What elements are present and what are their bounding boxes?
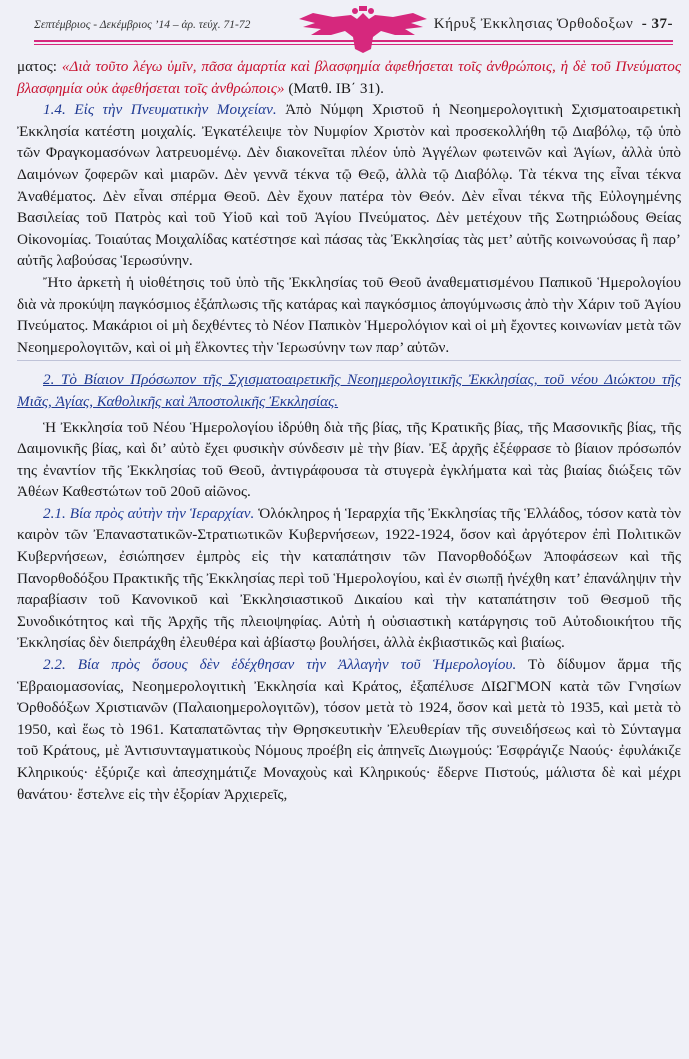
- paragraph-1-4: [17, 99, 681, 272]
- text-2-1: Ὁλόκληρος ἡ Ἱεραρχία τῆς Ἐκκλησίας τῆς Ἑλλάδος, τόσον κατὰ τὸν καιρὸν τῶν Ἐπαναστατικῶν-Στρατιωτικῶν Κυβερνήσεων, 1922-1924, ὅσον καὶ ἀργότερον ἐπὶ Πολιτικῶν Κυβερνήσεων, ἐσιώπησεν ἐμπρὸς εἰς τὴν καταπάτησιν τῶν Πανορθοδόξων Ἀποφάσεων καὶ τῆς Πανορθοδόξου Πρακτικῆς τῆς Ἐκκλησίας περὶ τοῦ Ἡμερολογίου, καὶ ἐν σιωπῇ ἠνέχθη κατ’ ἐπανάληψιν τὴν παραβίασιν τοῦ Κανονικοῦ καὶ Ἐκκλησιαστικοῦ Δικαίου καὶ τὴν καταπάτησιν τοῦ Θεσμοῦ τῆς Συνοδικότητος καὶ τῆς Ἀρχῆς τῆς πλειοψηφίας. Αὐτὴ ἡ οὐσιαστικὴ κατάργησις τοῦ Αὐτοδιοικήτου τῆς Ἐκκλησίας δὲν διεπράχθη ἐλευθέρα καὶ ἀβίαστῳ βουλήσει, ἀλλὰ ἐκβιαστικῶς καὶ βιαίως.: [17, 504, 681, 652]
- header-rule: [34, 40, 673, 42]
- article-body: [17, 56, 681, 805]
- scripture-ref: (Ματθ. ΙΒ΄ 31).: [284, 79, 384, 97]
- header-rule-thin: [34, 44, 673, 45]
- quote-lead: ματος:: [17, 58, 62, 75]
- journal-name: Κήρυξ Ἐκκλησιας Ὀρθοδοξων: [433, 16, 634, 32]
- scripture-quote: «Διὰ τοῦτο λέγω ὑμῖν, πᾶσα ἁμαρτία καὶ βλασφημία ἀφεθήσεται τοῖς ἀνθρώποις, ἡ δὲ τοῦ Πνεύματος βλασφημία οὐκ ἀφεθήσεται τοῖς ἀνθρώποις»: [17, 58, 681, 97]
- issue-info: Σεπτέμβριος - Δεκέμβριος ’14 – ἀρ. τεύχ. 71-72: [34, 19, 251, 31]
- heading-2-1: 2.1. Βία πρὸς αὐτὴν τὴν Ἱεραρχίαν.: [43, 504, 255, 522]
- divider: [17, 360, 681, 361]
- paragraph-violence: Ἡ Ἐκκλησία τοῦ Νέου Ἡμερολογίου ἱδρύθη διὰ τῆς βίας, τῆς Κρατικῆς βίας, τῆς Μασονικῆς βίας, τῆς Δαιμονικῆς βίας, καὶ δι’ αὐτὸ ἔχει φυσικὴν σύνδεσιν μὲ τὴν βίαν. Ἐξ ἀρχῆς ἐξέφρασε τὸ βίαιον πρόσωπόν της ἐναντίον τῆς Ἐκκλησίας τοῦ Θεοῦ, ἀντιγράφουσα τὰ στυγερὰ ἐγκλήματα καὶ τὰς βιαίας διώξεις τῶν Ἀθέων Καθεστώτων τοῦ 20οῦ αἰῶνος.: [17, 418, 681, 501]
- section-2-title: 2. Τὸ Βίαιον Πρόσωπον τῆς Σχισματοαιρετικῆς Νεοημερολογιτικῆς Ἐκκλησίας, τοῦ νέου Διώκτου τῆς Μιᾶς, Ἁγίας, Καθολικῆς καὶ Ἀποστολικῆς Ἐκκλησίας.: [17, 371, 681, 410]
- double-headed-eagle-icon: [293, 5, 433, 55]
- paragraph-2-1: [17, 503, 681, 654]
- text-1-4: Ἀπὸ Νύμφη Χριστοῦ ἡ Νεοημερολογιτικὴ Σχισματοαιρετικὴ Ἐκκλησία κατέστη μοιχαλίς. Ἐγκατέλειψε τὸν Νυμφίον Χριστὸν καὶ προσεκολλήθη τῷ Διαβόλῳ, τῷ ὑπὸ τῶν Φραγκομασόνων λατρευομένῳ. Δὲν διακονεῖται πλέον ὑπὸ Ἀγγέλων φωτεινῶν καὶ Ἁγίων, ἀλλὰ ὑπὸ Δαιμόνων ζοφερῶν καὶ μιαρῶν. Δὲν γεννᾶ τέκνα τῷ Θεῷ, ἀλλὰ τῷ Διαβόλῳ. Τὰ τέκνα της εἶναι τέκνα Ἀναθέματος. Δὲν εἶναι σπέρμα Θεοῦ. Δὲν ἔχουν πατέρα τὸν Θεόν. Δὲν εἶναι τέκνα τῆς Εὐλογημένης Βασιλείας τοῦ Πατρὸς καὶ τοῦ Υἱοῦ καὶ τοῦ Ἁγίου Πνεύματος. Δὲν μετέχουν τῆς Σωτηριώδους Θείας Οἰκονομίας. Τοιαύτας Μοιχαλίδας κατέστησε καὶ πάσας τὰς Ἐκκλησίας τὰς μετ’ αὐτῆς κοινωνούσας ἢ παρ’ αὐτῆς λαβούσας Ἱερωσύνην.: [17, 101, 681, 270]
- page-number: - 37-: [641, 16, 673, 32]
- text-2-2: Τὸ δίδυμον ἅρμα τῆς Ἑβραιομασονίας, Νεοημερολογιτικὴ Ἐκκλησία καὶ Κράτος, ἐξαπέλυσε ΔΙΩΓΜΟΝ κατὰ τῶν Γνησίων Ὀρθοδόξων Χριστιανῶν (Παλαιοημερολογιτῶν), τόσον μετὰ τὸ 1924, ὅσον καὶ μετὰ τὸ 1935, καὶ μετὰ τὸ 1950, καὶ ἕως τὸ 1961. Καταπατῶντας τὴν Θρησκευτικὴν Ἐλευθερίαν τῆς συνειδήσεως καὶ τὸ Σύνταγμα τοῦ Κράτους, μὲ Ἀντισυνταγματικοὺς Νόμους προέβη εἰς ἀπηνεῖς Διωγμούς: Ἐσφράγιζε Ναούς· ἐφυλάκιζε Κληρικούς· ἐξύριζε καὶ ἀπεσχημάτιζε Μοναχοὺς καὶ Κληρικούς· ἔδερνε Πιστούς, μάλιστα δὲ καὶ μέχρι θανάτου· ἔστελνε εἰς τὴν ἐξορίαν Ἀρχιερεῖς,: [17, 656, 681, 803]
- paragraph-calendar: Ἤτο ἀρκετὴ ἡ υἱοθέτησις τοῦ ὑπὸ τῆς Ἐκκλησίας τοῦ Θεοῦ ἀναθεματισμένου Παπικοῦ Ἡμερολογίου διὰ νὰ προκύψη παγκόσμιος ἐξάπλωσις τῆς κατάρας καὶ παγκόσμιος ἀπογύμνωσις ἀπὸ τὴν Χάριν τοῦ Ἁγίου Πνεύματος. Μακάριοι οἱ μὴ δεχθέντες τὸ Νέον Παπικὸν Ἡμερολόγιον καὶ οἱ μὴ ἔχοντες κοινωνίαν μετὰ τῶν Νεοημερολογιτῶν, καὶ οἱ μὴ ἕλκοντες τὴν Ἱερωσύνην των παρ’ αὐτῶν.: [17, 273, 681, 356]
- paragraph-2-2: [17, 654, 681, 805]
- heading-2-2: 2.2. Βία πρὸς ὅσους δὲν ἐδέχθησαν τὴν Ἀλλαγὴν τοῦ Ἡμερολογίου.: [43, 656, 517, 674]
- journal-title: [434, 16, 673, 33]
- paragraph-quote: [17, 56, 681, 99]
- heading-1-4: 1.4. Εἰς τὴν Πνευματικὴν Μοιχείαν.: [43, 101, 277, 119]
- running-header: [17, 0, 681, 56]
